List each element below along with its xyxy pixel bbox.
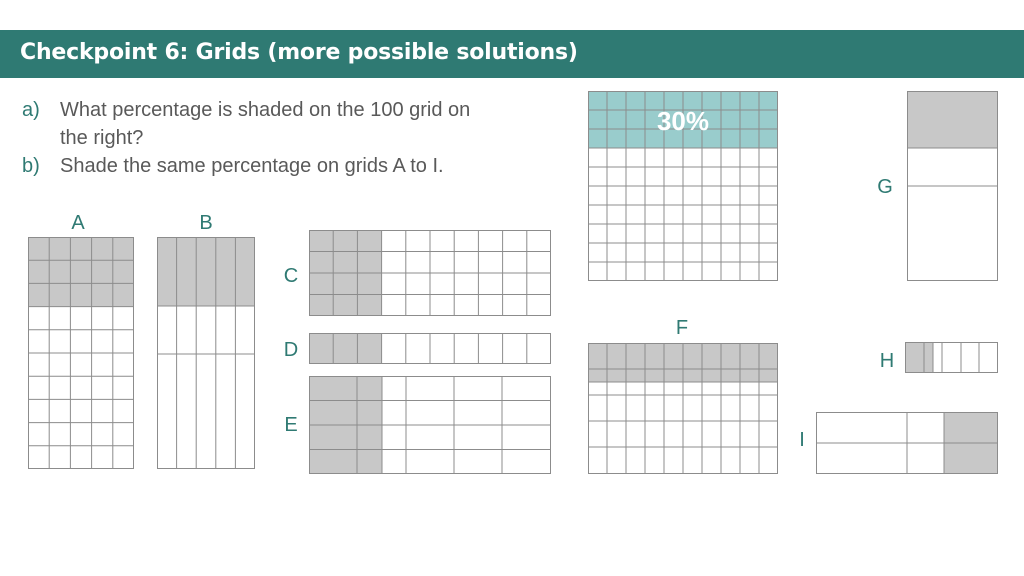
shaded-region (157, 237, 255, 306)
question-a-line1: What percentage is shaded on the 100 grid on (60, 99, 471, 121)
question-a-marker: a) (22, 99, 40, 121)
shaded-region (907, 91, 998, 148)
grid-label-g: G (877, 176, 893, 198)
grid-h[interactable] (905, 342, 998, 373)
grid-f[interactable] (588, 343, 778, 474)
grid-a[interactable] (28, 237, 134, 469)
grid-label-d: D (283, 339, 299, 361)
shaded-region (28, 237, 134, 307)
grid-label-f: F (675, 317, 689, 339)
grid-b[interactable] (157, 237, 255, 469)
title-banner (0, 30, 1024, 78)
grid-label-e: E (284, 414, 298, 436)
grid-label-c: C (283, 265, 299, 287)
grid-c[interactable] (309, 230, 551, 316)
grid-e[interactable] (309, 376, 551, 474)
shaded-region (309, 333, 382, 364)
grid-label-b: B (199, 212, 213, 234)
grid-g[interactable] (907, 91, 998, 281)
question-b-marker: b) (22, 155, 40, 177)
shaded-region (905, 342, 933, 373)
shaded-percent-label: 30% (656, 106, 710, 136)
page-title: Checkpoint 6: Grids (more possible solutions) (20, 40, 578, 65)
grid-i[interactable] (816, 412, 998, 474)
grid-d[interactable] (309, 333, 551, 364)
grid-label-a: A (71, 212, 85, 234)
question-b-line1: Shade the same percentage on grids A to I. (60, 155, 444, 177)
grid-label-h: H (879, 350, 895, 372)
grid-label-i: I (799, 429, 805, 451)
question-a-line2: the right? (60, 127, 144, 149)
